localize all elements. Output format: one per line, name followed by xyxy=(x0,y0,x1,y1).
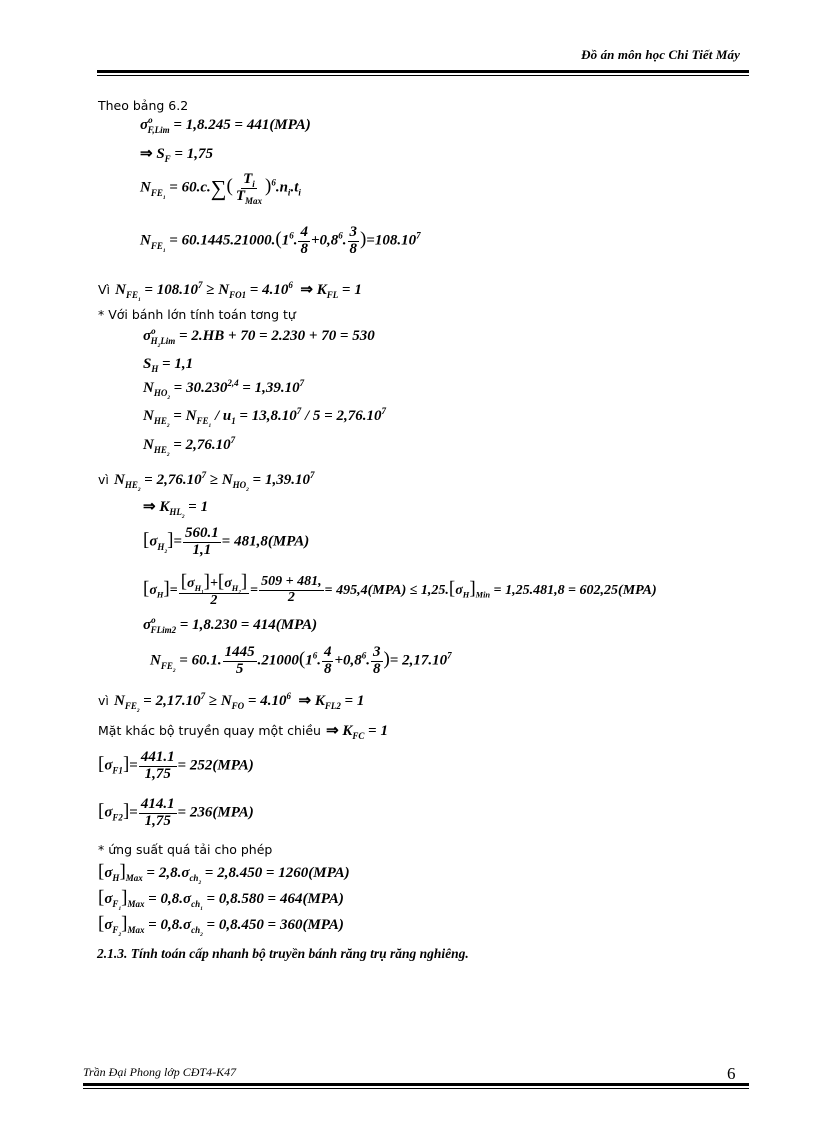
equation-line: $S_H = 1,1$ xyxy=(143,356,194,374)
equation-line: $[\sigma_{F_2}]_{Max} = 0,8.\sigma_{ch_2} = 0,8.450 = 360(MPA)$ xyxy=(98,913,344,938)
equation-line: $N_{HE_2} = N_{FE_1} / u_1 = 13,8.10^7 / 5 = 2,76.10^7$ xyxy=(143,406,386,429)
text-line: * ứng suất quá tải cho phép xyxy=(98,842,273,857)
equation-line: $\sigma^o_{FLim2} = 1,8.230 = 414(MPA)$ xyxy=(143,615,318,635)
text-line: Theo bảng 6.2 xyxy=(98,98,189,113)
equation-line: $N_{FE_1} = 60.c.\sum$( $\frac{T_i}{T_{Max}}$ )$^6.n_i.t_i$ xyxy=(140,171,301,206)
equation-line: $[\sigma_{F2}]=$ $\frac{414.1}{1,75}$ = 236(MPA) xyxy=(98,796,254,829)
equation-line: ⇒ $S_F = 1,75$ xyxy=(140,146,213,164)
equation-line: $N_{FE_2} = 60.1$. $\frac{1445}{5}$ $.21000(1^6$. $\frac{4}{8}$ $+0,8^6$. $\frac{3}{8}$ )= $2,17.10^7$ xyxy=(150,644,452,677)
equation-line: $[\sigma_H]=$ $\frac{[\sigma_{H_1}]+[\sigma_{H_2}]}{2}$ = $\frac{509 + 481,}{2}$ = $495,4(MPA) \le 1,25.[\sigma_H]_{Min} = 1,25.481,8 = 602,25(MPA)$ xyxy=(143,571,657,609)
equation-line: $[\sigma_{F1}]=$ $\frac{441.1}{1,75}$ = 252(MPA) xyxy=(98,749,254,782)
text-prefix: vì xyxy=(98,693,109,708)
page-number: 6 xyxy=(727,1064,736,1083)
equation-line: vì $N_{FE_2} = 2,17.10^7 \ge N_{FO} = 4.10^6$ ⇒ $K_{FL2} = 1$ xyxy=(98,691,365,714)
equation-line: Vì $N_{FE_1} = 108.10^7 \ge N_{FO1} = 4.10^6$ ⇒ $K_{FL} = 1$ xyxy=(98,280,362,303)
text-line: * Với bánh lớn tính toán tơng tự xyxy=(98,307,296,322)
text-prefix: vì xyxy=(98,472,109,487)
header-rule-thick xyxy=(97,70,749,73)
equation-line: $N_{FE_1} = 60.1445.21000.(1^6$. $\frac{4}{8}$ $+0,8^6$. $\frac{3}{8}$ )$=108.10^7$ xyxy=(140,224,421,257)
equation-line: $[\sigma_{H_2}]=$ $\frac{560.1}{1,1}$ = 481,8(MPA) xyxy=(143,525,310,558)
text-prefix: Mặt khác bộ truyền quay một chiều xyxy=(98,723,321,738)
equation-line: $[\sigma_H]_{Max} = 2,8.\sigma_{ch_2} = 2,8.450 = 1260(MPA)$ xyxy=(98,861,350,886)
page-header-title: Đồ án môn học Chi Tiết Máy xyxy=(581,47,740,62)
equation-line: Mặt khác bộ truyền quay một chiều ⇒ $K_{FC} = 1$ xyxy=(98,723,388,741)
footer-rule-thick xyxy=(83,1083,749,1086)
equation-line: ⇒ $K_{HL_2} = 1$ xyxy=(143,499,209,520)
header-rule-thin xyxy=(97,75,749,76)
equation-line: $N_{HO_2} = 30.230^{2,4} = 1,39.10^7$ xyxy=(143,378,305,401)
footer-author: Trần Đại Phong lớp CĐT4-K47 xyxy=(83,1065,237,1079)
footer-rule-thin xyxy=(83,1088,749,1089)
equation-line: $\sigma^o_{F,Lim} = 1,8.245 = 441(MPA)$ xyxy=(140,115,311,135)
section-heading: 2.1.3. Tính toán cấp nhanh bộ truyền bánh răng trụ răng nghiêng. xyxy=(97,946,469,961)
equation-line: $N_{HE_2} = 2,76.10^7$ xyxy=(143,435,236,458)
equation-line: $\sigma^o_{H_2Lim} = 2.HB + 70 = 2.230 + 70 = 530$ xyxy=(143,326,375,349)
equation-line: $[\sigma_{F_1}]_{Max} = 0,8.\sigma_{ch_1} = 0,8.580 = 464(MPA)$ xyxy=(98,887,344,912)
text-prefix: Vì xyxy=(98,282,111,297)
equation-line: vì $N_{HE_2} = 2,76.10^7 \ge N_{HO_2} = 1,39.10^7$ xyxy=(98,470,315,493)
